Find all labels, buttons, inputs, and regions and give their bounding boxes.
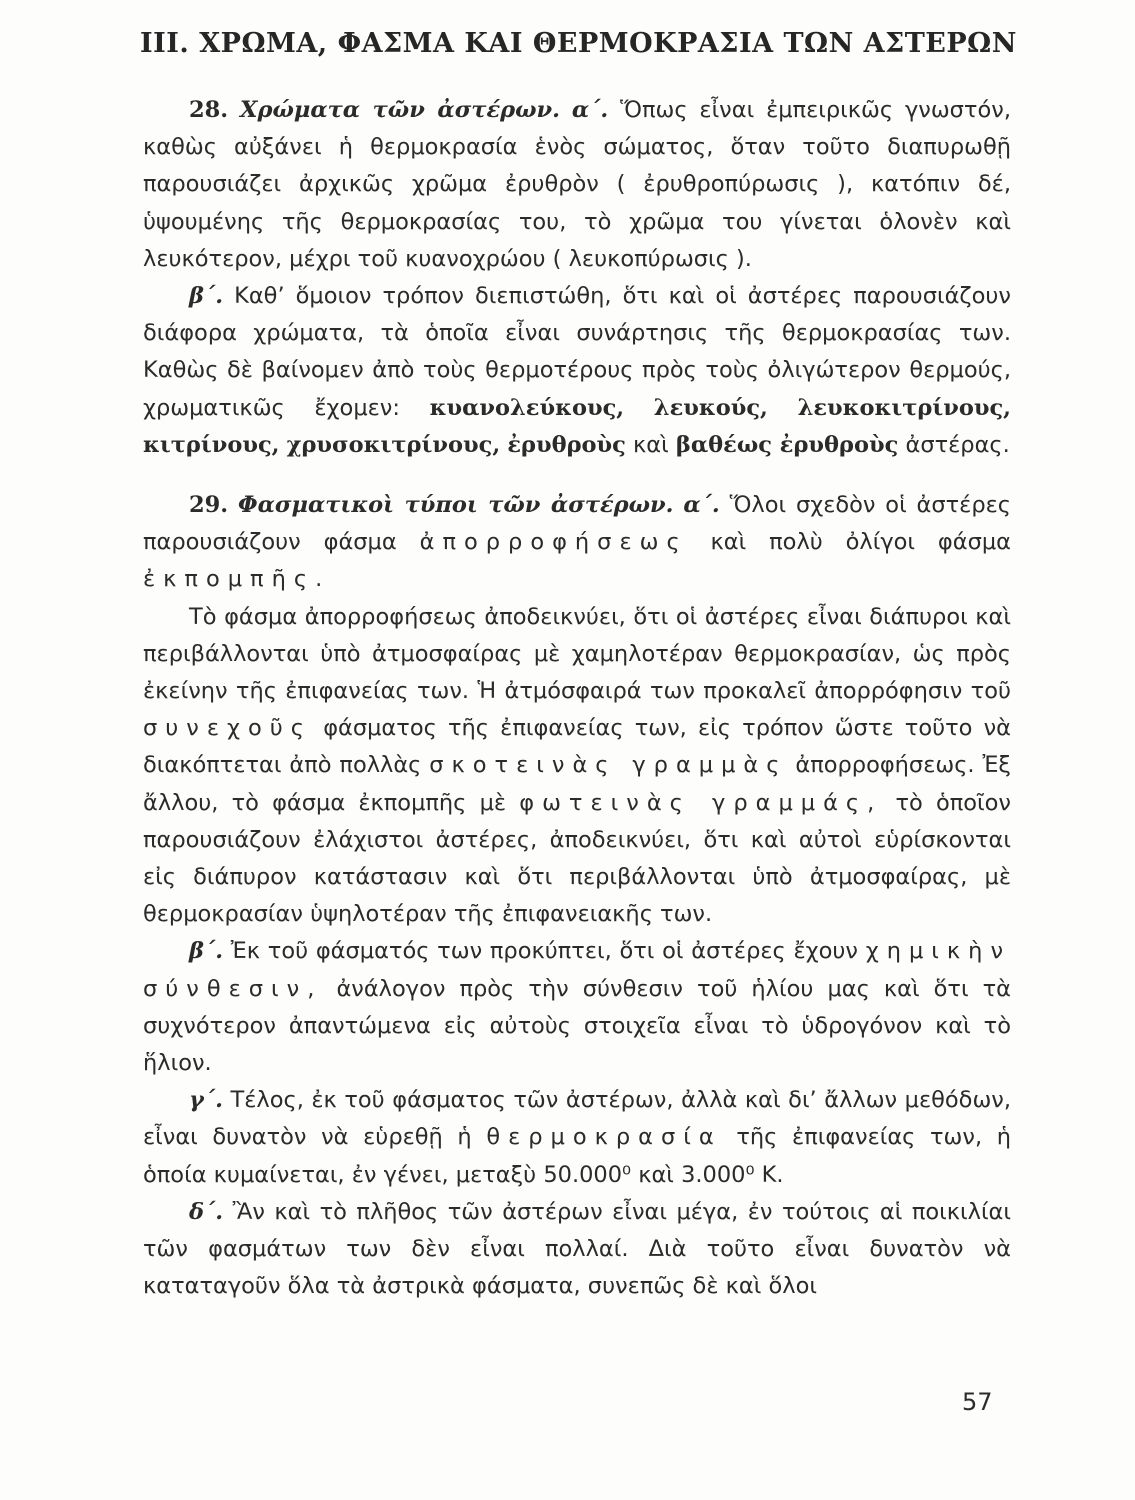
paragraph-29c bbox=[143, 1082, 1011, 1194]
paragraph-text: ἀνάλογον πρὸς τὴν σύνθεσιν τοῦ ἡλίου μας καὶ ὅτι τὰ συχνότερον ἀπαντώμενα εἰς αὐτοὺς στοιχεῖα εἶναι τὸ ὑδρογόνον καὶ τὸ ἥλιον. bbox=[143, 975, 1011, 1077]
paragraph-text: . bbox=[315, 566, 323, 593]
paragraph-29b bbox=[143, 933, 1011, 1082]
para-marker: β΄. bbox=[189, 938, 224, 965]
para-marker: α΄. bbox=[571, 97, 609, 123]
star-color-class: βαθέως ἐρυθροὺς bbox=[675, 431, 899, 458]
paragraph-text: καὶ πολὺ ὀλίγοι φάσμα bbox=[710, 529, 1012, 556]
paragraph-text: ἀστέρας. bbox=[905, 431, 1010, 458]
paragraph-28b bbox=[143, 278, 1011, 464]
spaced-term: ἀπορροφήσεως bbox=[419, 529, 688, 556]
paragraph-text: Ἐκ τοῦ φάσματός των προκύπτει, ὅτι οἱ ἀστέρες ἔχουν bbox=[230, 938, 858, 965]
spaced-term: θερμοκρασία bbox=[486, 1124, 722, 1151]
spaced-term: σκοτεινὰς γραμμὰς bbox=[429, 752, 788, 779]
paragraph-29a-continued bbox=[143, 599, 1011, 934]
page-body bbox=[143, 92, 1011, 1306]
conjunction: καὶ bbox=[633, 431, 669, 458]
section-title: Χρώματα τῶν ἀστέρων. bbox=[240, 97, 560, 123]
paragraph-text: Τέλος, ἐκ τοῦ φάσματος τῶν ἀστέρων, ἀλλὰ καὶ δι’ ἄλλων μεθόδων, εἶναι δυνατὸν νὰ εὑρεθῇ ἡ bbox=[143, 1087, 1012, 1151]
section-number: 29. bbox=[189, 492, 229, 519]
star-color-class: κιτρίνους, bbox=[143, 431, 280, 458]
paragraph-text: Ἂν καὶ τὸ πλῆθος τῶν ἀστέρων εἶναι μέγα, ἐν τούτοις αἱ ποικιλίαι τῶν φασμάτων των δὲν εἶναι πολλαί. Διὰ τοῦτο εἶναι δυνατὸν νὰ καταταγοῦν ὅλα τὰ ἀστρικὰ φάσματα, συνεπῶς δὲ καὶ ὅλοι bbox=[143, 1198, 1012, 1300]
star-color-class: κυανολεύκους, bbox=[429, 394, 625, 421]
chapter-heading: III. ΧΡΩΜΑ, ΦΑΣΜΑ ΚΑΙ ΘΕΡΜΟΚΡΑΣΙΑ ΤΩΝ ΑΣΤΕΡΩΝ bbox=[140, 28, 1017, 59]
star-color-class: ἐρυθροὺς bbox=[507, 431, 626, 458]
paragraph-text: ἀπορροφήσεως. Ἐξ ἄλλου, τὸ φάσμα ἐκπομπῆς μὲ bbox=[143, 752, 1011, 816]
para-marker: γ΄. bbox=[189, 1087, 223, 1114]
paragraph-text: φάσματος τῆς ἐπιφανείας των, εἰς τρόπον ὥστε τοῦτο νὰ διακόπτεται ἀπὸ πολλὰς bbox=[143, 715, 1012, 779]
star-color-class: χρυσοκιτρίνους, bbox=[286, 431, 501, 458]
paragraph-text: Καθ’ ὅμοιον τρόπον διεπιστώθη, ὅτι καὶ οἱ ἀστέρες παρουσιάζουν διάφορα χρώματα, τὰ ὁποῖα εἶναι συνάρτησις τῆς θερμοκρασίας των. Καθὼς δὲ βαίνομεν ἀπὸ τοὺς θερμοτέρους πρὸς τοὺς ὀλιγώτερον θερμούς, χρωματικῶς ἔχομεν: bbox=[143, 283, 1011, 421]
paragraph-text: τὸ ὁποῖον παρουσιάζουν ἐλάχιστοι ἀστέρες, ἀποδεικνύει, ὅτι καὶ αὐτοὶ εὑρίσκονται εἰς διάπυρον κατάστασιν καὶ ὅτι περιβάλλονται ὑπὸ ἀτμοσφαίρας, μὲ θερμοκρασίαν ὑψηλοτέραν τῆς ἐπιφανειακῆς των. bbox=[143, 789, 1012, 928]
paragraph-29d bbox=[143, 1194, 1011, 1306]
section-title: Φασματικοὶ τύποι τῶν ἀστέρων. bbox=[238, 492, 674, 519]
paragraph-text: Ὅπως εἶναι ἐμπειρικῶς γνωστόν, καθὼς αὐξάνει ἡ θερμοκρασία ἑνὸς σώματος, ὅταν τοῦτο διαπυρωθῇ παρουσιάζει ἀρχικῶς χρῶμα ἐρυθρὸν ( ἐρυθροπύρωσις ), κατόπιν δέ, ὑψουμένης τῆς θερμοκρασίας του, τὸ χρῶμα του γίνεται ὁλονὲν καὶ λευκότερον, μέχρι τοῦ κυανοχρώου ( λευκοπύρωσις ). bbox=[143, 97, 1011, 272]
paragraph-text: Τὸ φάσμα ἀπορροφήσεως ἀποδεικνύει, ὅτι οἱ ἀστέρες εἶναι διάπυροι καὶ περιβάλλονται ὑπὸ ἀτμοσφαίρας μὲ χαμηλοτέραν θερμοκρασίαν, ὡς πρὸς ἐκείνην τῆς ἐπιφανείας των. Ἡ ἀτμόσφαιρά των προκαλεῖ ἀπορρόφησιν τοῦ bbox=[143, 603, 1011, 705]
star-color-class: λευκούς, bbox=[653, 394, 768, 421]
paragraph-text: τῆς ἐπιφανείας των, ἡ ὁποία κυμαίνεται, ἐν γένει, μεταξὺ 50.000⁰ καὶ 3.000⁰ Κ. bbox=[143, 1124, 1012, 1188]
spaced-term: φωτεινὰς γραμμάς, bbox=[519, 789, 883, 816]
spaced-term: ἐκπομπῆς bbox=[143, 566, 316, 593]
spaced-term: χημικὴν σύνθεσιν, bbox=[143, 938, 1012, 1002]
paragraph-text: Ὅλοι σχεδὸν οἱ ἀστέρες παρουσιάζουν φάσμα bbox=[143, 492, 1011, 556]
paragraph-29a bbox=[143, 487, 1011, 599]
spaced-term: συνεχοῦς bbox=[143, 715, 312, 742]
para-marker: α΄. bbox=[683, 492, 720, 519]
section-number: 28. bbox=[189, 97, 229, 123]
star-color-class: λευκοκιτρίνους, bbox=[797, 394, 1012, 421]
para-marker: δ΄. bbox=[189, 1198, 224, 1225]
paragraph-28a bbox=[143, 92, 1011, 278]
para-marker: β΄. bbox=[189, 283, 224, 310]
page-number: 57 bbox=[962, 1388, 993, 1416]
